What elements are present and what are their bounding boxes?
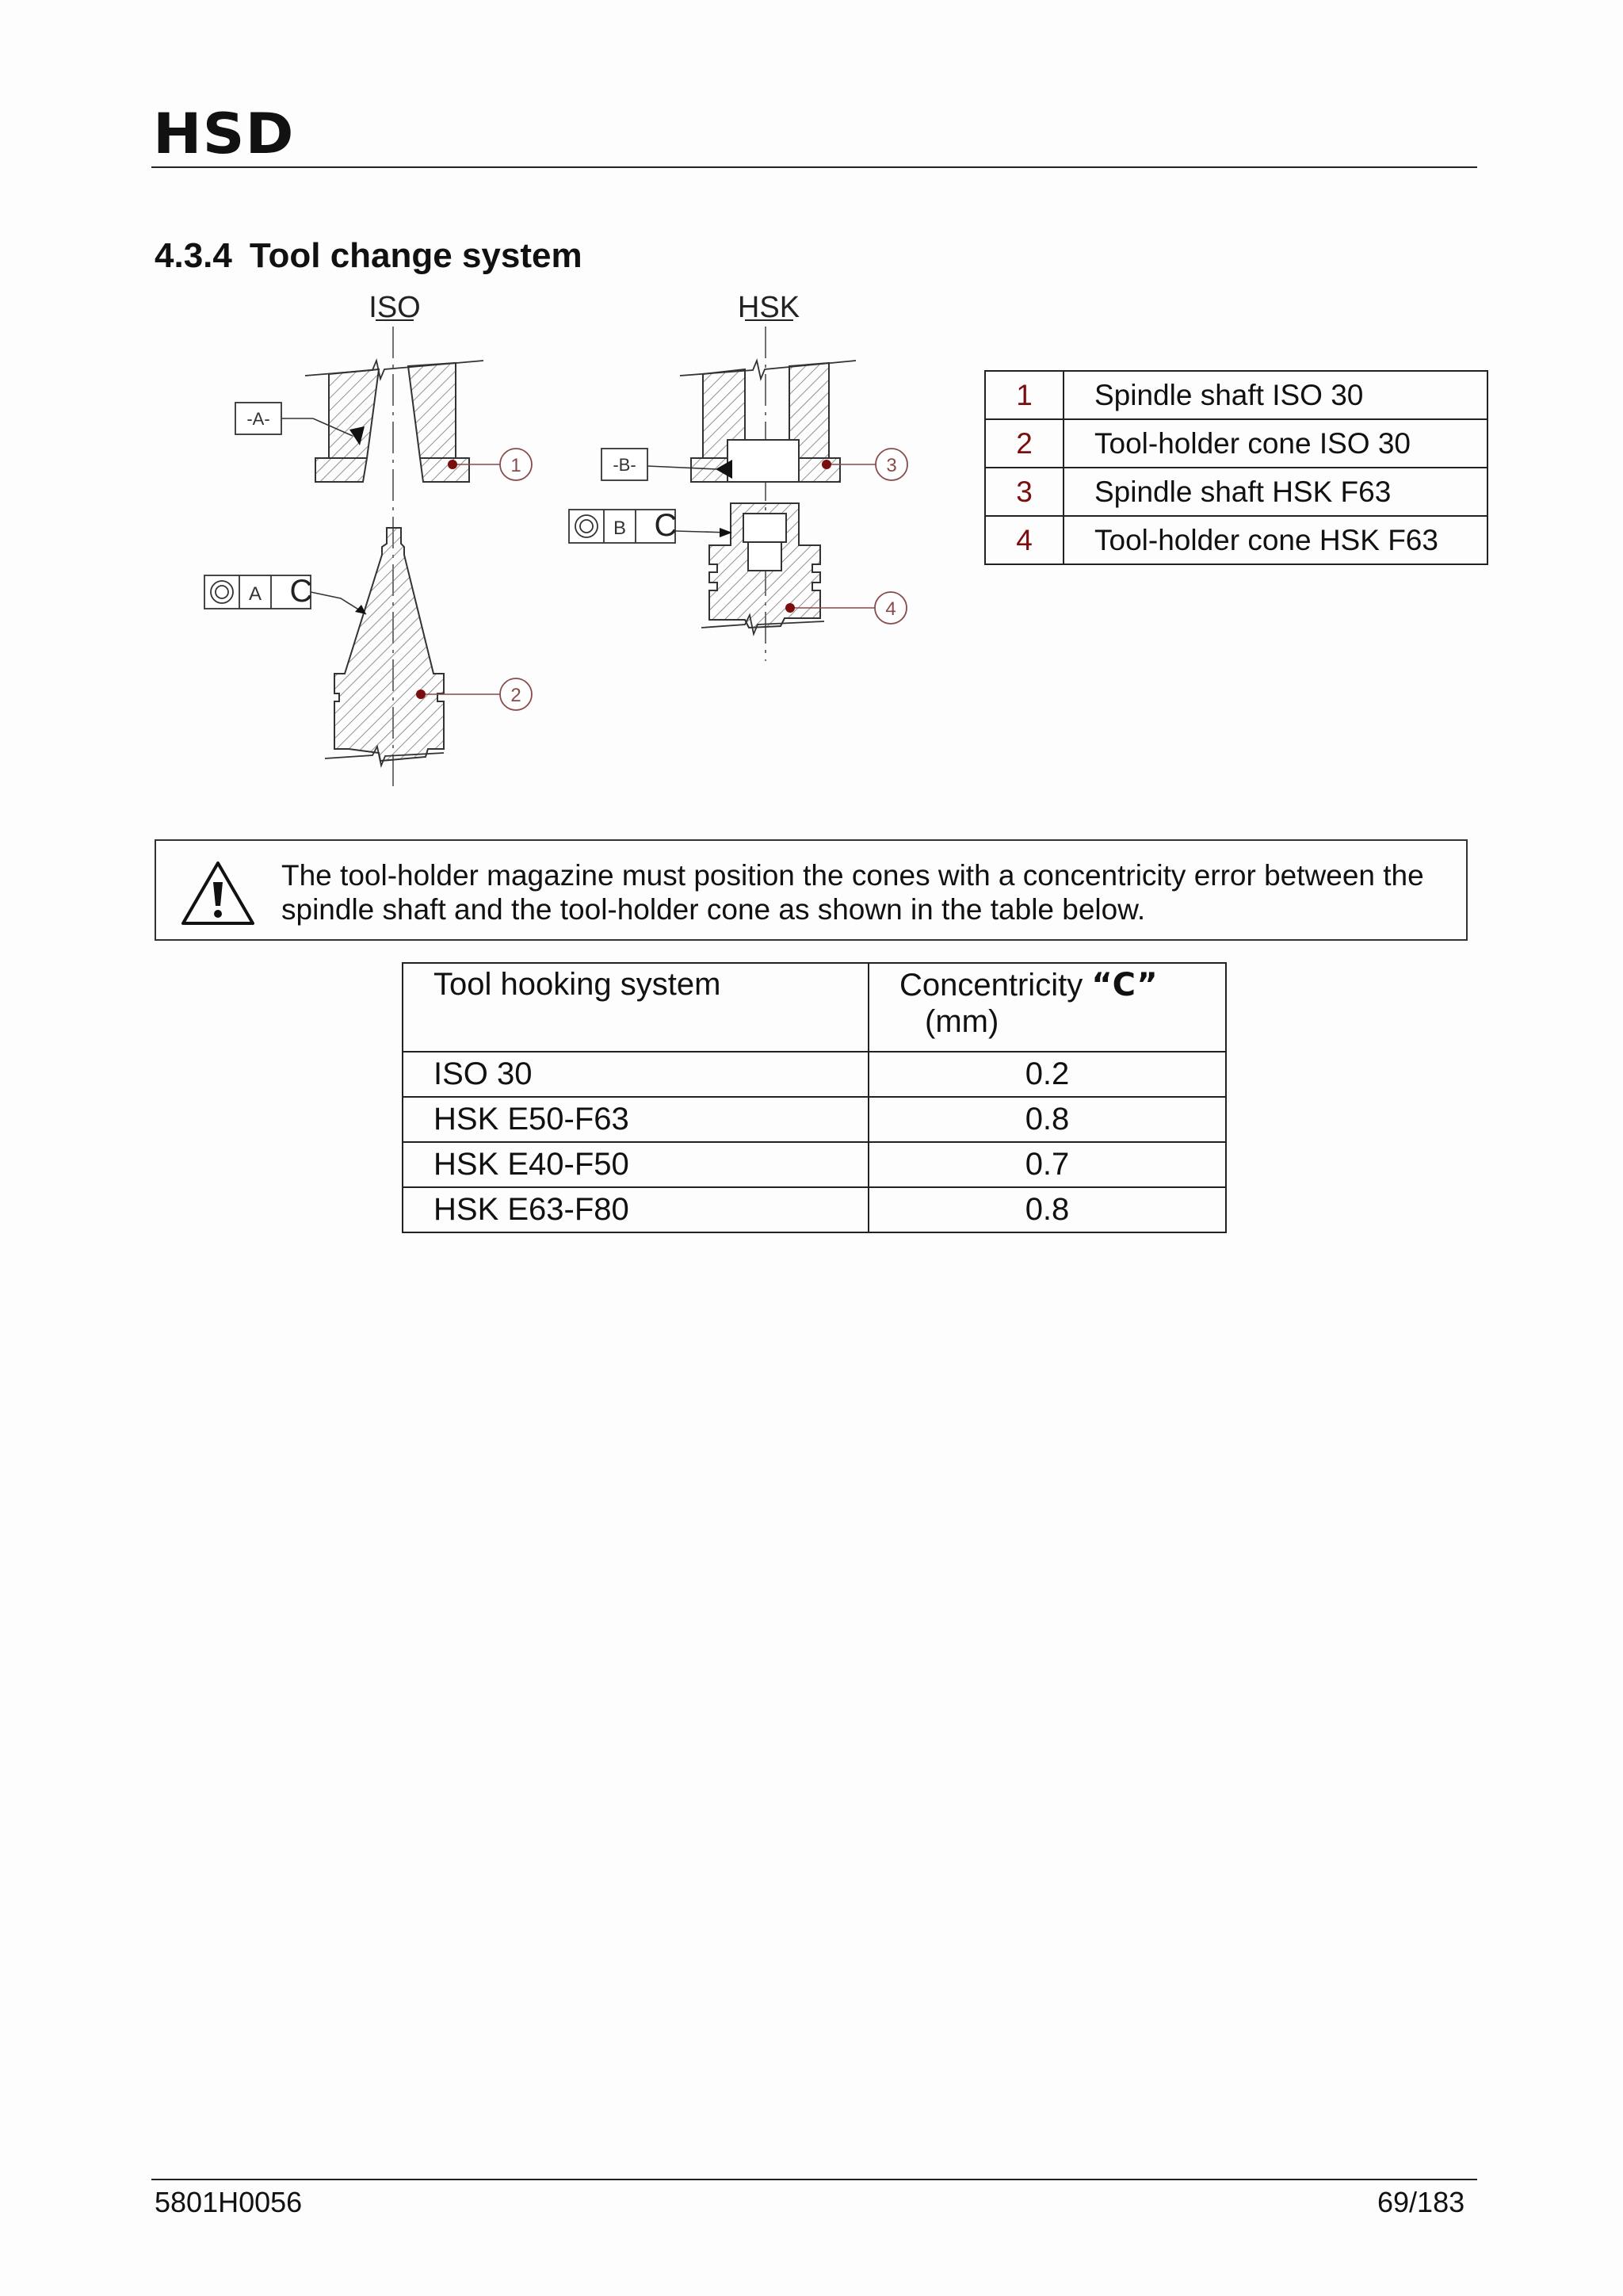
warning-text: The tool-holder magazine must position the cones with a concentricity error between the spindle shaft and the tool-holder cone as shown in the table below.: [281, 859, 1424, 926]
concentricity-table: [402, 962, 1227, 1233]
cell-value: 0.7: [869, 1142, 1226, 1187]
legend-text: Tool-holder cone HSK F63: [1064, 516, 1487, 564]
table-row: [403, 1142, 1226, 1187]
callout-2-label: 2: [510, 685, 521, 706]
legend-row: [985, 371, 1487, 419]
table-header-row: [403, 963, 1226, 1052]
document-code: 5801H0056: [155, 2186, 303, 2218]
frame-hsk-datum: B: [613, 518, 627, 539]
legend-number: 1: [985, 371, 1064, 419]
legend-row: [985, 516, 1487, 564]
legend-row: [985, 468, 1487, 516]
cell-value: 0.2: [869, 1052, 1226, 1097]
callout-4-dot: [785, 603, 795, 613]
table-row: [403, 1052, 1226, 1097]
section-title-text: Tool change system: [249, 236, 582, 275]
callout-4-label: 4: [885, 598, 896, 620]
concentricity-frame-hsk: [569, 508, 732, 543]
legend-table: [984, 370, 1488, 565]
legend-number: 3: [985, 468, 1064, 516]
concentricity-frame-iso: [204, 574, 366, 614]
callout-1-dot: [448, 460, 457, 469]
header-unit: (mm): [925, 1004, 999, 1039]
frame-iso-tolerance: C: [289, 574, 313, 609]
warning-box: [155, 839, 1468, 941]
cell-system: HSK E40-F50: [403, 1142, 869, 1187]
datum-a-label: -A-: [246, 409, 270, 429]
page-number: 69/183: [1377, 2186, 1465, 2218]
warning-triangle-icon: [180, 860, 256, 926]
frame-hsk-tolerance: C: [654, 508, 678, 543]
section-title: [155, 236, 582, 276]
callout-3-dot: [822, 460, 831, 469]
footer-rule: [151, 2179, 1477, 2180]
header-concentricity-label: Concentricity: [899, 968, 1092, 1003]
tool-holder-cone-hsk: [701, 503, 824, 634]
legend-text: Spindle shaft HSK F63: [1064, 468, 1487, 516]
legend-row: [985, 419, 1487, 468]
header-rule: [151, 166, 1477, 168]
header-concentricity-symbol: “C”: [1091, 967, 1158, 1003]
header-concentricity: [869, 963, 1226, 1052]
brand-logo: HSD: [153, 101, 295, 166]
legend-text: Spindle shaft ISO 30: [1064, 371, 1487, 419]
legend-number: 4: [985, 516, 1064, 564]
header-tool-hooking-system: Tool hooking system: [403, 963, 869, 1052]
frame-iso-datum: A: [248, 583, 262, 605]
legend-text: Tool-holder cone ISO 30: [1064, 419, 1487, 468]
iso-label: ISO: [369, 291, 421, 324]
cell-system: HSK E50-F63: [403, 1097, 869, 1142]
callout-3-label: 3: [886, 455, 897, 476]
cell-value: 0.8: [869, 1097, 1226, 1142]
callout-2-dot: [416, 690, 426, 699]
tool-holder-cone-iso: [325, 528, 444, 766]
section-number: 4.3.4: [155, 236, 232, 275]
table-row: [403, 1187, 1226, 1232]
cell-system: HSK E63-F80: [403, 1187, 869, 1232]
cell-system: ISO 30: [403, 1052, 869, 1097]
table-row: [403, 1097, 1226, 1142]
hsk-label: HSK: [737, 291, 800, 324]
legend-number: 2: [985, 419, 1064, 468]
tool-change-drawing: [190, 277, 935, 800]
cell-value: 0.8: [869, 1187, 1226, 1232]
datum-b-label: -B-: [613, 455, 636, 475]
callout-1-label: 1: [510, 455, 521, 476]
